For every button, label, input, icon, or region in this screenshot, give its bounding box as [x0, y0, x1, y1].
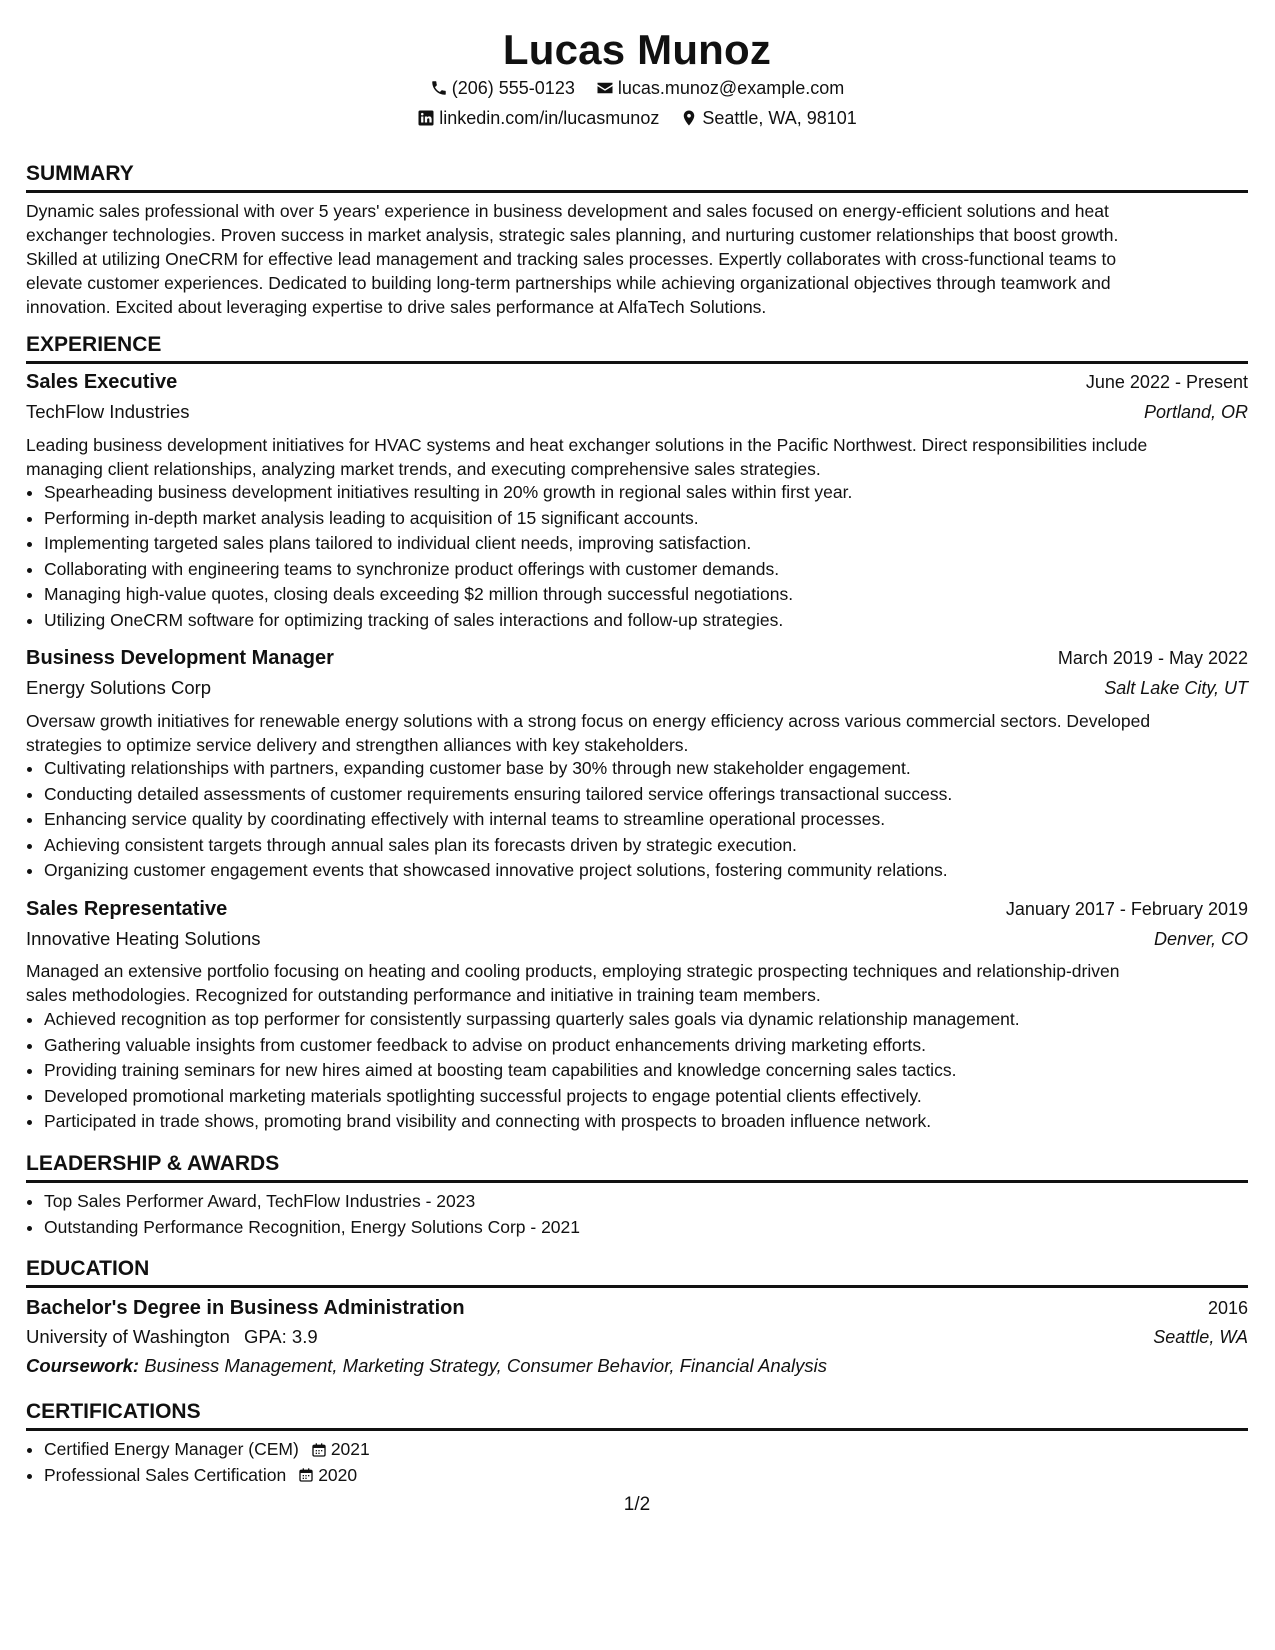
summary-heading: SUMMARY: [26, 162, 134, 185]
job-dates: January 2017 - February 2019: [1005, 899, 1248, 919]
page-number: 1/2: [623, 1494, 651, 1515]
location-text: Seattle, WA, 98101: [702, 108, 857, 128]
list-item: • Outstanding Performance Recognition, Energy Solutions Corp - 2021: [44, 1215, 1248, 1241]
certification-name: • Professional Sales Certification: [44, 1464, 287, 1485]
summary-line: Skilled at utilizing OneCRM for effective lead management and tracking sales processes. Expertly collaborates with cross-functional teams to: [26, 249, 1117, 269]
job-bullets: [26, 480, 1248, 634]
education-heading: EDUCATION: [26, 1257, 150, 1280]
graduation-year: 2016: [1207, 1298, 1248, 1318]
job-dates: March 2019 - May 2022: [1057, 648, 1248, 668]
phone-item: [430, 76, 575, 100]
map-pin-icon: [680, 109, 698, 127]
job-title: Sales Representative: [26, 898, 228, 920]
list-item: • Organizing customer engagement events that showcased innovative project solutions, fostering community relations.: [44, 858, 1248, 884]
school-name: University of Washington: [26, 1326, 230, 1347]
education-divider: [26, 1285, 1248, 1288]
contact-row-2: [26, 106, 1248, 133]
school-info: [26, 1324, 318, 1350]
list-item: • Collaborating with engineering teams to synchronize product offerings with customer demands.: [44, 557, 1248, 583]
job-description: [26, 709, 1248, 757]
phone-icon: [430, 79, 448, 97]
email-item[interactable]: [596, 76, 844, 100]
leadership-divider: [26, 1180, 1248, 1183]
calendar-icon: [298, 1467, 314, 1483]
job-description-line: Managed an extensive portfolio focusing on heating and cooling products, employing strategic prospecting techniques and relationship-driven: [26, 961, 1120, 981]
job-description-line: managing client relationships, analyzing market trends, and executing comprehensive sales strategies.: [26, 459, 821, 479]
job-location: Denver, CO: [1153, 929, 1248, 949]
list-item: [44, 1463, 1248, 1489]
job-title: Business Development Manager: [26, 647, 334, 669]
job-bullets: [26, 756, 1248, 884]
leadership-heading: LEADERSHIP & AWARDS: [26, 1152, 280, 1175]
list-item: • Achieved recognition as top performer for consistently surpassing quarterly sales goals via dynamic relationship management.: [44, 1007, 1248, 1033]
contact-row-1: [26, 76, 1248, 103]
list-item: • Performing in-depth market analysis leading to acquisition of 15 significant accounts.: [44, 506, 1248, 532]
coursework-text: Business Management, Marketing Strategy, Consumer Behavior, Financial Analysis: [144, 1355, 827, 1376]
certifications-divider: [26, 1428, 1248, 1431]
list-item: • Implementing targeted sales plans tailored to individual client needs, improving satisfaction.: [44, 531, 1248, 557]
experience-heading: EXPERIENCE: [26, 333, 162, 356]
job-description-line: Leading business development initiatives for HVAC systems and heat exchanger solutions in the Pacific Northwest. Direct responsibilities include: [26, 435, 1148, 455]
envelope-icon: [596, 79, 614, 97]
experience-divider: [26, 361, 1248, 364]
list-item: • Utilizing OneCRM software for optimizing tracking of sales interactions and follow-up strategies.: [44, 608, 1248, 634]
list-item: • Providing training seminars for new hires aimed at boosting team capabilities and knowledge concerning sales tactics.: [44, 1058, 1248, 1084]
job-description-line: sales methodologies. Recognized for outstanding performance and initiative in training team members.: [26, 985, 821, 1005]
job-bullets: [26, 1007, 1248, 1135]
list-item: • Top Sales Performer Award, TechFlow Industries - 2023: [44, 1189, 1248, 1215]
summary-line: innovation. Excited about leveraging expertise to drive sales performance at AlfaTech Solutions.: [26, 297, 767, 317]
coursework-line: [26, 1353, 827, 1379]
candidate-name: Lucas Munoz: [502, 26, 772, 73]
job-dates: June 2022 - Present: [1085, 372, 1248, 392]
certification-year: 2020: [318, 1464, 358, 1485]
location-item: [680, 106, 856, 130]
list-item: • Achieving consistent targets through annual sales plan its forecasts driven by strategic execution.: [44, 833, 1248, 859]
certification-date: [298, 1463, 357, 1489]
list-item: • Managing high-value quotes, closing deals exceeding $2 million through successful negotiations.: [44, 582, 1248, 608]
gpa-text: GPA: 3.9: [243, 1326, 318, 1347]
summary-line: Dynamic sales professional with over 5 years' experience in business development and sales focused on energy-efficient solutions and heat: [26, 201, 1109, 221]
phone-text: (206) 555-0123: [451, 78, 575, 98]
list-item: • Participated in trade shows, promoting brand visibility and connecting with prospects to broaden influence network.: [44, 1109, 1248, 1135]
job-company: Energy Solutions Corp: [26, 677, 212, 698]
job-location: Salt Lake City, UT: [1104, 678, 1248, 698]
job-description-line: strategies to optimize service delivery and strengthen alliances with key stakeholders.: [26, 735, 689, 755]
linkedin-item[interactable]: [417, 106, 659, 130]
certification-year: 2021: [330, 1439, 370, 1459]
awards-list: [26, 1189, 1248, 1240]
summary-line: exchanger technologies. Proven success in market analysis, strategic sales planning, and nurturing customer relationships that boost growth.: [26, 225, 1119, 245]
job-location: Portland, OR: [1143, 402, 1248, 422]
certification-date: [311, 1437, 370, 1463]
certifications-list: [26, 1437, 1248, 1488]
job-title: Sales Executive: [26, 371, 178, 393]
linkedin-icon: [417, 109, 435, 127]
list-item: • Conducting detailed assessments of customer requirements ensuring tailored service offerings transactional success.: [44, 782, 1248, 808]
certification-name: • Certified Energy Manager (CEM): [44, 1439, 299, 1459]
job-description: [26, 959, 1248, 1007]
summary-line: elevate customer experiences. Dedicated to building long-term partnerships while achieving organizational objectives through teamwork and: [26, 273, 1111, 293]
summary-text: [26, 199, 1248, 319]
certifications-heading: CERTIFICATIONS: [26, 1400, 201, 1423]
job-company: TechFlow Industries: [26, 401, 190, 422]
list-item: • Cultivating relationships with partners, expanding customer base by 30% through new stakeholder engagement.: [44, 756, 1248, 782]
list-item: • Spearheading business development initiatives resulting in 20% growth in regional sales within first year.: [44, 480, 1248, 506]
email-link[interactable]: lucas.munoz@example.com: [617, 78, 845, 98]
job-description: [26, 433, 1248, 481]
resume-page: [26, 0, 1248, 1650]
list-item: • Developed promotional marketing materials spotlighting successful projects to engage potential clients effectively.: [44, 1084, 1248, 1110]
job-company: Innovative Heating Solutions: [26, 928, 261, 949]
school-location: Seattle, WA: [1153, 1327, 1248, 1347]
degree-title: Bachelor's Degree in Business Administration: [26, 1297, 465, 1319]
summary-divider: [26, 190, 1248, 193]
list-item: • Gathering valuable insights from customer feedback to advise on product enhancements driving marketing efforts.: [44, 1033, 1248, 1059]
job-description-line: Oversaw growth initiatives for renewable energy solutions with a strong focus on energy efficiency across various commercial sectors. Developed: [26, 711, 1151, 731]
calendar-icon: [311, 1442, 327, 1458]
list-item: • Enhancing service quality by coordinating effectively with internal teams to streamline operational processes.: [44, 807, 1248, 833]
list-item: [44, 1437, 1248, 1463]
coursework-label: Coursework:: [26, 1355, 140, 1376]
linkedin-link[interactable]: linkedin.com/in/lucasmunoz: [439, 108, 660, 128]
